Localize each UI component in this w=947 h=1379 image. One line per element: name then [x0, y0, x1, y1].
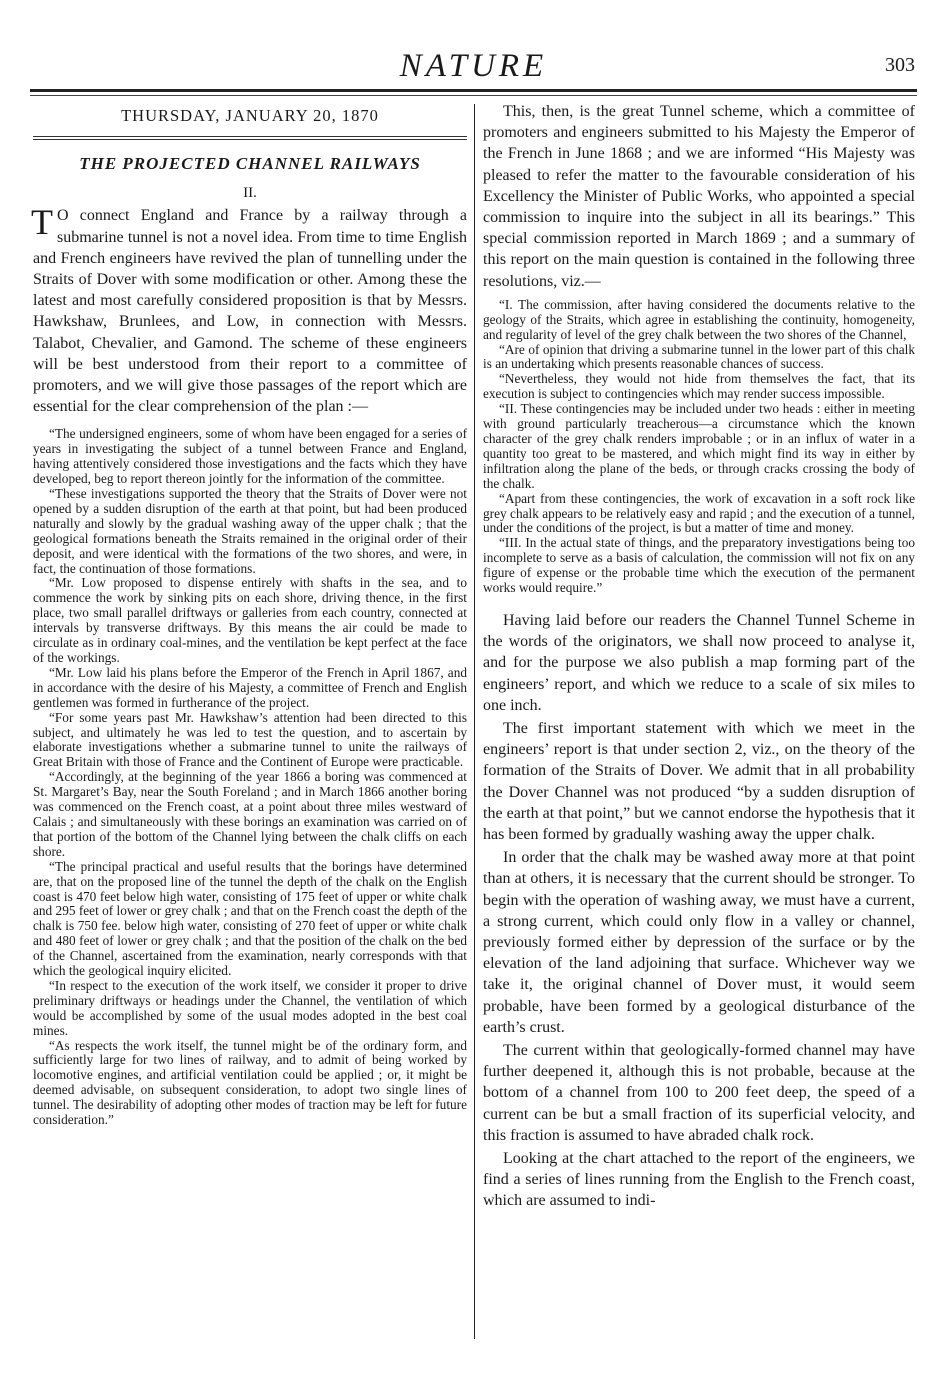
quote-paragraph: “I. The commission, after having considered the documents relative to the geology of the Straits, which agree in establishing the continuity, homogeneity, and regularity of level of the grey chalk between the two shores of the Channel,	[483, 296, 915, 342]
quote-paragraph: “II. These contingencies may be included under two heads : either in meeting with ground particularly treacherous—a circumstance which the known character of the grey chalk renders improbable ; or in an influx of water in a quantity too great to be mastered, and which might find its way in either by infiltration along the plane of the beds, or through cracks crossing the body of the chalk.	[483, 401, 915, 491]
header-rule	[30, 89, 917, 92]
quote-paragraph: “Are of opinion that driving a submarine tunnel in the lower part of this chalk is an undertaking which presents reasonable chances of success.	[483, 341, 915, 372]
right-column	[483, 100, 915, 1212]
quote-paragraph: “These investigations supported the theory that the Straits of Dover were not opened by a sudden disruption of the earth at that point, but had been produced naturally and slowly by the gradual washing away of the upper chalk ; that the geological formations beneath the Straits remained in the original order of their deposit, and were identical with the formations of the two shores, and were, in fact, the continuation of those formations.	[33, 486, 467, 576]
quote-paragraph: “Apart from these contingencies, the work of excavation in a soft rock like grey chalk appears to be relatively easy and rapid ; and the execution of a tunnel, under the conditions of the project, is but a matter of time and money.	[483, 490, 915, 536]
masthead	[30, 48, 917, 88]
article-part: II.	[243, 185, 257, 202]
body-paragraph: Having laid before our readers the Channel Tunnel Scheme in the words of the originators, we shall now proceed to analyse it, and for the purpose we also publish a map forming part of the engineers’ report, and which we reduce to a scale of six miles to one inch.	[483, 611, 915, 714]
quote-paragraph: “Mr. Low proposed to dispense entirely with shafts in the sea, and to commence the work by sinking pits on each shore, driving thence, in the first place, two small parallel driftways or galleries from each country, connected at intervals by transverse driftways. By this means the air could be made to circulate as in ordinary coal-mines, and the ventilation be kept perfect at the face of the workings.	[33, 575, 467, 665]
journal-title: NATURE	[399, 48, 548, 84]
quote-paragraph: “The principal practical and useful results that the borings have determined are, that on the proposed line of the tunnel the depth of the chalk on the English coast is 470 feet below high water, consisting of 175 feet of upper or white chalk and 295 feet of lower or grey chalk ; and that on the French coast the depth of the chalk is 750 fee. below high water, consisting of 270 feet of upper or white chalk and 480 feet of lower or grey chalk ; and that the position of the chalk on the bed of the Channel, ascertained from the examination, nearly corresponds with that which the geological inquiry elicited.	[33, 858, 467, 979]
article-title: THE PROJECTED CHANNEL RAILWAYS	[79, 154, 421, 173]
quote-paragraph: “III. In the actual state of things, and the preparatory investigations being too incomplete to serve as a basis of calculation, the commission will not fix on any figure of expense or the probable time which the execution of the permanent works would require.”	[483, 535, 915, 596]
body-paragraph: Looking at the chart attached to the report of the engineers, we find a series of lines running from the English to the French coast, which are assumed to indi-	[483, 1150, 915, 1210]
dateline: THURSDAY, JANUARY 20, 1870	[121, 106, 379, 125]
header-rule-thin	[30, 95, 917, 96]
quote-paragraph: “As respects the work itself, the tunnel might be of the ordinary form, and sufficiently large for two lines of railway, and to admit of being worked by locomotive engines, and artificial ventilation could be applied ; or, it might be deemed advisable, on subsequent consideration, to adopt two single lines of tunnel. The desirability of adopting other modes of traction may be left for future consideration.”	[33, 1037, 467, 1128]
quote-paragraph: “For some years past Mr. Hawkshaw’s attention had been directed to this subject, and ultimately he was led to test the question, and to ascertain by elaborate investigations whether a submarine tunnel to unite the railways of Great Britain with those of France and the Continent of Europe were practicable.	[33, 709, 467, 770]
left-column	[33, 100, 467, 1128]
quote-paragraph: “Mr. Low laid his plans before the Emperor of the French in April 1867, and in accordance with the desire of his Majesty, a committee of French and English gentlemen was formed in furtherance of the project.	[33, 664, 467, 710]
quote-paragraph: “The undersigned engineers, some of whom have been engaged for a series of years in investigating the subject of a tunnel between France and England, having attentively considered those investigations and the facts which they have developed, beg to report thereon jointly for the information of the committee.	[33, 426, 467, 487]
column-divider	[474, 104, 475, 1339]
body-paragraph: In order that the chalk may be washed away more at that point than at others, it is necessary that the current should be stronger. To begin with the operation of washing away, we must have a current, a strong current, which could only flow in a valley or channel, previously formed either by depression of the surface or by the elevation of the land adjoining that surface. Whichever way we take it, the original channel of Dover must, it would seem probable, have been formed by a geological disturbance of the earth’s crust.	[483, 849, 915, 1036]
body-paragraph: The current within that geologically-formed channel may have further deepened it, although this is not probable, because at the bottom of a channel from 100 to 200 feet deep, the speed of a current can be but a small fraction of its superficial velocity, and this fraction is assumed to have abraded chalk rock.	[483, 1042, 915, 1144]
body-paragraph: The first important statement with which we meet in the engineers’ report is that under section 2, viz., on the theory of the formation of the Straits of Dover. We admit that in all probability the Dover Channel was not produced “by a sudden disruption of the earth at that point,” but we cannot endorse the hypothesis that it has been formed by gradually washing away the upper chalk.	[483, 719, 915, 843]
lead-paragraph	[31, 202, 467, 417]
page-number: 303	[885, 54, 915, 76]
body-paragraph: This, then, is the great Tunnel scheme, which a committee of promoters and engineers submitted to his Majesty the Emperor of the French in June 1868 ; and we are informed “His Majesty was pleased to refer the matter to the favourable consideration of his Excellency the Minister of Public Works, who appointed a special commission to inquire into the subject in all its bearings.” This special commission reported in March 1869 ; and a summary of this report on the main question is contained in the following three resolutions, viz.—	[483, 103, 915, 290]
quote-paragraph: “Nevertheless, they would not hide from themselves the fact, that its execution is subject to contingencies which may render success impossible.	[483, 371, 915, 402]
lead-text: O connect England and France by a railway through a submarine tunnel is not a novel idea. From time to time English and French engineers have revived the plan of tunnelling under the Straits of Dover with some modification or other. Among these the latest and most carefully considered proposition is that by Messrs. Hawkshaw, Brunlees, and Low, in connection with Messrs. Talabot, Chevalier, and Gamond. The scheme of these engineers will be best understood from their report to a committee of promoters, and we will give those passages of the report which are essential for the clear comprehension of the plan :—	[33, 207, 467, 416]
report-quote-block	[33, 427, 467, 1128]
drop-cap: T	[31, 202, 53, 243]
commission-quote-block	[483, 298, 915, 596]
dateline-rule	[33, 136, 467, 140]
quote-paragraph: “Accordingly, at the beginning of the year 1866 a boring was commenced at St. Margaret’s Bay, near the South Foreland ; and in March 1866 another boring was commenced on the French coast, at a point about three miles westward of Calais ; and simultaneously with these borings an examination was carried on of that portion of the bottom of the Channel lying between the chalk cliffs on each shore.	[33, 769, 467, 859]
quote-paragraph: “In respect to the execution of the work itself, we consider it proper to drive preliminary driftways or headings under the Channel, the ventilation of which would be accomplished by some of the usual modes adopted in the best coal mines.	[33, 977, 467, 1038]
